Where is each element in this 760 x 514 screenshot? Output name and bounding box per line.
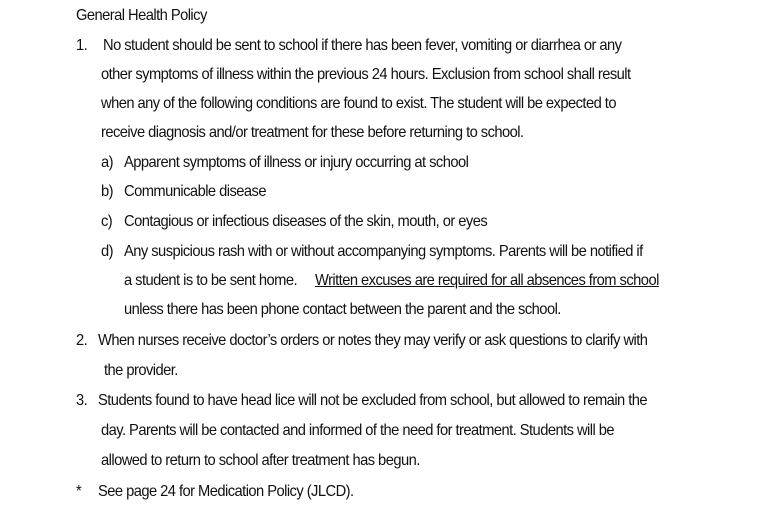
item-1-number: 1. [76, 37, 88, 54]
footnote-marker: * [76, 483, 82, 500]
item-3-line-3: allowed to return to school after treatment has begun. [101, 452, 420, 469]
item-1-line-1: No student should be sent to school if there has been fever, vomiting or diarrhea or any [103, 37, 622, 54]
subitem-d-line-2: a student is to be sent home. [124, 272, 298, 289]
item-2-number: 2. [76, 332, 88, 349]
document-title: General Health Policy [76, 7, 207, 24]
item-2-line-2: the provider. [104, 362, 178, 379]
subitem-d-line-1: Any suspicious rash with or without accompanying symptoms. Parents will be notified if [124, 243, 643, 260]
subitem-d-line-3: unless there has been phone contact between the parent and the school. [124, 301, 561, 318]
footnote-text: See page 24 for Medication Policy (JLCD). [98, 483, 354, 500]
subitem-b-letter: b) [101, 183, 113, 200]
subitem-a-text: Apparent symptoms of illness or injury occurring at school [124, 154, 469, 171]
subitem-b-text: Communicable disease [124, 183, 266, 200]
subitem-c-text: Contagious or infectious diseases of the skin, mouth, or eyes [124, 213, 488, 230]
item-2-line-1: When nurses receive doctor’s orders or notes they may verify or ask questions to clarify with [98, 332, 648, 349]
subitem-c-letter: c) [101, 213, 113, 230]
item-1-line-4: receive diagnosis and/or treatment for these before returning to school. [101, 124, 524, 141]
subitem-d-underlined-text: Written excuses are required for all absences from school [315, 272, 659, 289]
item-1-line-2: other symptoms of illness within the previous 24 hours. Exclusion from school shall result [101, 66, 631, 83]
subitem-a-letter: a) [101, 154, 113, 171]
item-3-line-1: Students found to have head lice will not be excluded from school, but allowed to remain the [98, 392, 648, 409]
item-1-line-3: when any of the following conditions are found to exist. The student will be expected to [101, 95, 616, 112]
item-3-number: 3. [76, 392, 88, 409]
item-3-line-2: day. Parents will be contacted and informed of the need for treatment. Students will be [101, 422, 615, 439]
subitem-d-letter: d) [101, 243, 113, 260]
